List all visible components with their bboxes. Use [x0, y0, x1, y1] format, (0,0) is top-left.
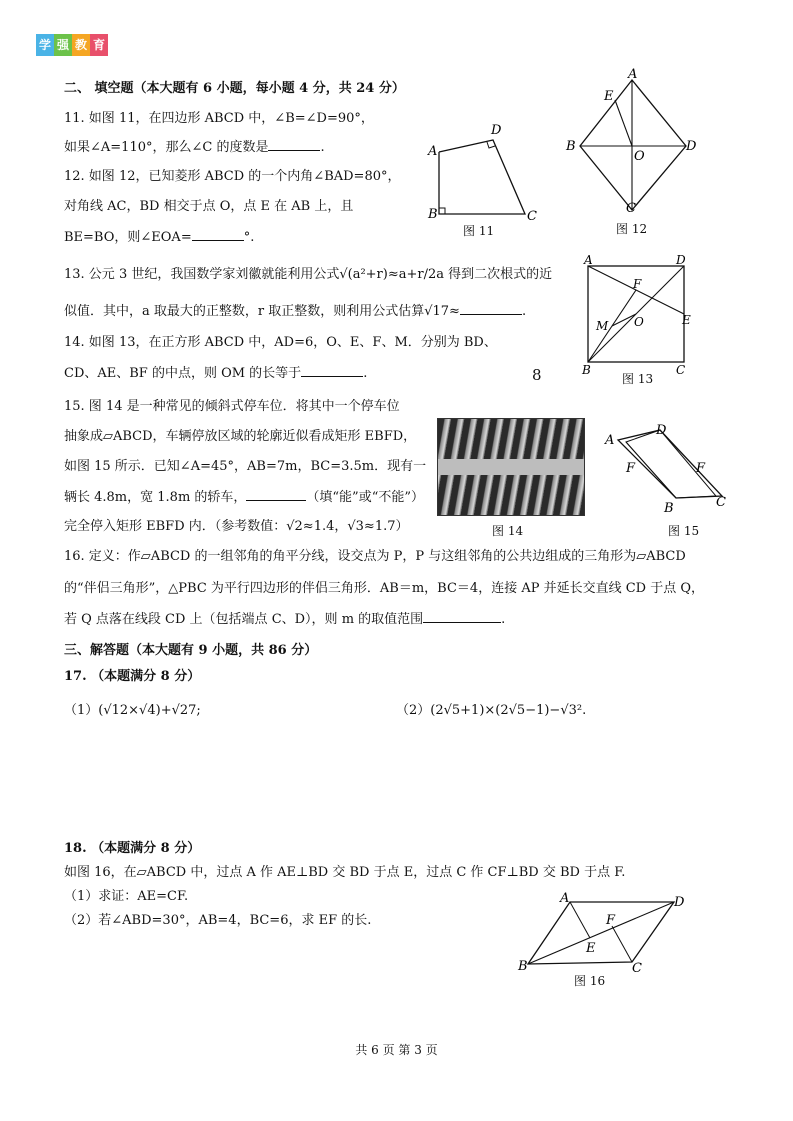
label-d: D [674, 895, 685, 910]
q12-end: °. [243, 230, 255, 245]
logo-char: 教 [72, 34, 90, 56]
label-a: A [628, 68, 638, 82]
segment-ae [570, 902, 590, 938]
q17-part2: （2）(2√5+1)×(2√5−1)−√3². [396, 703, 587, 718]
q15-line3: 如图 15 所示．已知∠A=45°，AB=7m，BC=3.5m．现有一 [64, 459, 427, 474]
q12-line3 [64, 228, 254, 247]
figure-13 [578, 254, 698, 376]
parking-lot-photo [437, 418, 585, 516]
q13-line2 [64, 302, 526, 321]
q18-part1: （1）求证：AE=CF. [64, 889, 189, 904]
q12-line2: 对角线 AC，BD 相交于点 O，点 E 在 AB 上，且 [64, 199, 354, 214]
q18-title: 18. （本题满分 8 分） [64, 841, 201, 856]
q17-title: 17. （本题满分 8 分） [64, 669, 201, 684]
q14-end: . [363, 366, 368, 381]
label-c: C [626, 201, 636, 216]
q15-hint: （填“能”或“不能”） [306, 490, 424, 505]
label-d: D [491, 123, 502, 138]
label-c: C [632, 961, 642, 972]
label-e: E [604, 89, 614, 104]
driveway-band [438, 459, 584, 475]
label-d: D [656, 423, 667, 438]
label-b: B [428, 207, 438, 222]
answer-blank[interactable] [192, 228, 244, 241]
q13-line1: 13. 公元 3 世纪，我国数学家刘徽就能利用公式√(a²+r)≈a+r/2a 得到二次根式的近 [64, 267, 553, 282]
q16-text: 若 Q 点落在线段 CD 上（包括端点 C、D），则 m 的取值范围 [64, 612, 424, 627]
section-title-fill-in: 二、 填空题（本大题有 6 小题，每小题 4 分，共 24 分） [64, 81, 405, 96]
logo-char: 强 [54, 34, 72, 56]
caption-fig14: 图 14 [492, 524, 524, 538]
q15-line1: 15. 图 14 是一种常见的倾斜式停车位．将其中一个停车位 [64, 399, 400, 414]
section-title-solve: 三、解答题（本大题有 9 小题，共 86 分） [64, 643, 318, 658]
label-b: B [566, 139, 576, 154]
q14-line1: 14. 如图 13，在正方形 ABCD 中，AD=6，O、E、F、M．分别为 BD、 [64, 335, 497, 350]
label-b: B [518, 959, 528, 972]
label-f: F [606, 913, 616, 928]
label-a: A [428, 144, 438, 159]
label-o: O [634, 315, 644, 329]
figure-11 [425, 118, 545, 228]
caption-fig11: 图 11 [463, 224, 495, 238]
label-c: C [676, 363, 686, 376]
label-c: C [527, 209, 537, 224]
q17-part1: （1）(√12×√4)+√27; [64, 703, 201, 718]
label-f-left: F [626, 461, 636, 476]
logo-char: 学 [36, 34, 54, 56]
figure-15 [600, 420, 740, 516]
q12-text: BE=BO，则∠EOA= [64, 230, 192, 245]
label-e: E [682, 313, 691, 327]
label-a: A [560, 892, 570, 906]
label-c: C [716, 495, 726, 510]
q16-line2: 的“伴侣三角形”，△PBC 为平行四边形的伴侣三角形．AB＝m，BC＝4，连接 AP 并延长交直线 CD 于点 Q， [64, 581, 705, 596]
label-e: E [586, 941, 596, 956]
q16-line3 [64, 610, 505, 629]
brand-logo [36, 34, 108, 56]
figure-12 [560, 68, 700, 218]
caption-fig16: 图 16 [574, 974, 606, 988]
q11-line2 [64, 138, 325, 157]
answer-blank[interactable] [423, 610, 501, 623]
page-footer: 共 6 页 第 3 页 [355, 1043, 438, 1057]
answer-blank[interactable] [460, 302, 522, 315]
q18-part2: （2）若∠ABD=30°，AB=4，BC=6，求 EF 的长. [64, 913, 372, 928]
label-f: F [633, 277, 642, 291]
label-o: O [634, 149, 645, 164]
answer-blank[interactable] [246, 488, 306, 501]
q11-end: . [320, 140, 325, 155]
caption-fig15: 图 15 [668, 524, 700, 538]
q15-line4 [64, 488, 424, 507]
q14-text: CD、AE、BF 的中点，则 OM 的长等于 [64, 366, 302, 381]
label-a: A [584, 254, 593, 267]
label-d: D [676, 254, 686, 267]
q14-line2 [64, 364, 367, 383]
stray-mark: 8 [532, 366, 542, 384]
q13-text: 似值．其中，a 取最大的正整数，r 取正整数，则利用公式估算√17≈ [64, 304, 460, 319]
rhombus-abcd [580, 80, 686, 210]
label-f-right: F [696, 461, 706, 476]
answer-blank[interactable] [301, 364, 363, 377]
answer-blank[interactable] [268, 138, 320, 151]
label-d: D [686, 139, 697, 154]
q13-end: . [521, 304, 527, 319]
label-m: M [596, 319, 609, 333]
label-b: B [582, 363, 591, 376]
q15-line5: 完全停入矩形 EBFD 内．（参考数值：√2≈1.4，√3≈1.7） [64, 519, 409, 534]
segment-cf [612, 926, 632, 962]
q11-text: 如果∠A=110°，那么∠C 的度数是 [64, 140, 269, 155]
q15-text: 辆长 4.8m，宽 1.8m 的轿车， [64, 490, 247, 505]
q12-line1: 12. 如图 12，已知菱形 ABCD 的一个内角∠BAD=80°， [64, 169, 401, 184]
right-angle-b [439, 208, 445, 214]
caption-fig13: 图 13 [622, 372, 654, 386]
q16-line1: 16. 定义：作▱ABCD 的一组邻角的角平分线，设交点为 P，P 与这组邻角的公共边组成的三角形为▱ABCD [64, 549, 686, 564]
segment-eo [615, 100, 632, 146]
q15-line2: 抽象成▱ABCD，车辆停放区域的轮廓近似看成矩形 EBFD， [64, 429, 417, 444]
q11-line1: 11. 如图 11，在四边形 ABCD 中，∠B=∠D=90°， [64, 111, 374, 126]
logo-char: 育 [90, 34, 108, 56]
caption-fig12: 图 12 [616, 222, 648, 236]
quadrilateral-abcd [439, 140, 525, 214]
label-b: B [664, 501, 674, 516]
figure-16 [514, 892, 690, 972]
q18-line1: 如图 16，在▱ABCD 中，过点 A 作 AE⊥BD 交 BD 于点 E，过点 C 作 CF⊥BD 交 BD 于点 F. [64, 865, 626, 880]
q16-end: . [501, 612, 506, 627]
label-a: A [605, 433, 615, 448]
